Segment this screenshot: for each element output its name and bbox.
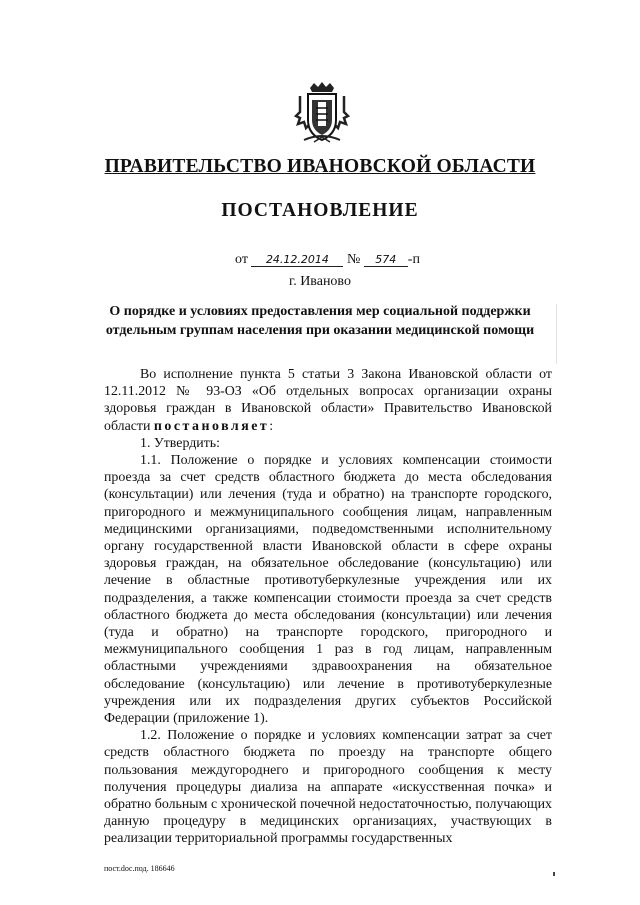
scan-mark (553, 872, 555, 876)
number-label: № (346, 252, 361, 267)
document-body (104, 366, 552, 848)
date-number-line (235, 252, 420, 268)
intro-colon: : (269, 418, 274, 434)
item-1: 1. Утвердить: (140, 435, 220, 451)
document-number: 574 (364, 254, 408, 267)
intro-paragraph (104, 366, 552, 435)
footer-code: пост.doc.под. 186646 (104, 864, 175, 873)
document-type: ПОСТАНОВЛЕНИЕ (221, 200, 419, 221)
number-suffix: -п (407, 252, 420, 267)
intro-text: Во исполнение пункта 5 статьи 3 Закона Ивановской области от 12.11.2012 № 93-ОЗ «Об отдельных вопросах организации охраны здоровья граждан в Ивановской области» Правительство Ивановской области (104, 367, 552, 434)
item-1-1: 1.1. Положение о порядке и условиях компенсации стоимости проезда за счет средств областного бюджета до места обследования (консультации) или лечения (туда и обратно) на транспорте городского, пригородного и межмуниципального сообщения лицам, направленным медицинскими организациями, подведомственными исполнительному органу государственной власти Ивановской области в сфере охраны здоровья граждан, на обязательное обследование (консультацию) или лечение в областные противотуберкулезные учреждения или их подразделения, а также компенсации стоимости проезда за счет средств областного бюджета до места обследования (консультации) или лечения (туда и обратно) на транспорте городского, пригородного и межмуниципального сообщения 1 раз в год лицам, направленным областными учреждениями здравоохранения на обязательное обследование (консультацию) или лечение в противотуберкулезные учреждения или их подразделения других субъектов Российской Федерации (приложение 1). (104, 453, 552, 727)
margin-mark (556, 304, 557, 364)
from-label: от (235, 252, 248, 267)
city: г. Иваново (289, 274, 351, 289)
document-title (0, 302, 640, 340)
item-1-2: 1.2. Положение о порядке и условиях компенсации затрат за счет средств областного бюджета по проезду на транспорте общего пользования междугороднего и пригородного сообщения к месту получения процедуры диализа на аппарате «искусственная почка» и обратно больным с хронической почечной недостаточностью, получающих данную процедуру в медицинских организациях, участвующих в реализации территориальной программы государственных (104, 728, 552, 847)
document-date: 24.12.2014 (251, 254, 343, 267)
title-line-2: отдельным группам населения при оказании медицинской помощи (105, 323, 535, 338)
government-name: ПРАВИТЕЛЬСТВО ИВАНОВСКОЙ ОБЛАСТИ (104, 156, 536, 177)
decree-verb: постановляет (153, 418, 270, 434)
title-line-1: О порядке и условиях предоставления мер социальной поддержки (109, 304, 531, 319)
ivanovo-coat-of-arms-icon (294, 82, 350, 144)
